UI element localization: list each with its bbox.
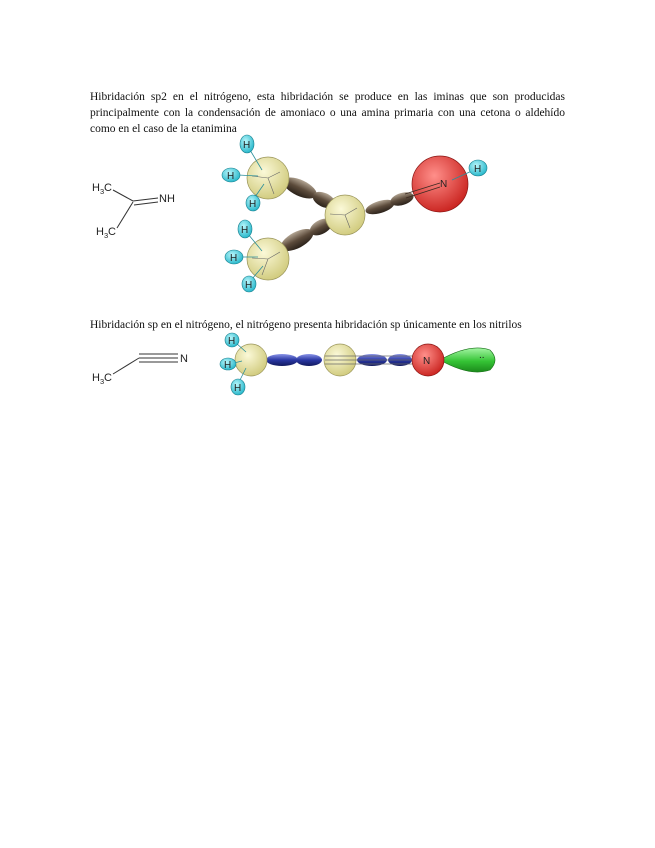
- bond-line: [113, 190, 133, 201]
- hydrogen-label: H: [241, 225, 249, 236]
- methyl-top-c: C: [104, 182, 112, 194]
- methyl-top-sub: 3: [100, 187, 105, 196]
- hydrogen-label: H: [243, 140, 251, 151]
- methyl-h: H: [92, 372, 100, 384]
- pi-lobe: [266, 354, 298, 366]
- hydrogen-label: H: [230, 253, 238, 264]
- hydrogen-label: H: [227, 171, 235, 182]
- carbon-atom-methyl: [235, 344, 267, 376]
- double-bond-line: [134, 202, 158, 205]
- imine-nh: NH: [159, 193, 175, 205]
- methyl-sub: 3: [100, 377, 105, 386]
- bond-line: [117, 202, 133, 228]
- paragraph-sp: Hibridación sp en el nitrógeno, el nitrógeno presenta hibridación sp únicamente en los nitrilos: [90, 318, 522, 331]
- hydrogen-label: H: [249, 199, 257, 210]
- methyl-bottom-h: H: [96, 226, 104, 238]
- nitrile-structure: [92, 353, 188, 386]
- sp2-orbital-diagram: [222, 135, 487, 292]
- methyl-bottom-c: C: [108, 226, 116, 238]
- paragraph-sp2: Hibridación sp2 en el nitrógeno, esta hibridación se produce en las iminas que son producidas principalmente con la condensación de amoniaco o una amina primaria con una cetona o aldehído como en el caso de la etanimina: [90, 90, 565, 135]
- hydrogen-label: H: [224, 360, 232, 371]
- etanimine-structure: [92, 182, 175, 240]
- pi-lobe: [296, 354, 322, 366]
- nitrile-n: N: [180, 353, 188, 365]
- nitrogen-label: N: [423, 356, 431, 367]
- hydrogen-label: H: [234, 383, 242, 394]
- hydrogen-label: H: [245, 280, 253, 291]
- lone-pair-label: ..: [479, 350, 485, 361]
- double-bond-line: [133, 198, 158, 201]
- nitrogen-label: N: [440, 179, 448, 190]
- lone-pair-lobe: [440, 348, 495, 372]
- bond-line: [113, 358, 139, 374]
- sp-orbital-diagram: [220, 333, 495, 395]
- hydrogen-label: H: [228, 336, 236, 347]
- hydrogen-label: H: [474, 164, 482, 175]
- methyl-c: C: [104, 372, 112, 384]
- methyl-top-h: H: [92, 182, 100, 194]
- methyl-bottom-sub: 3: [104, 231, 109, 240]
